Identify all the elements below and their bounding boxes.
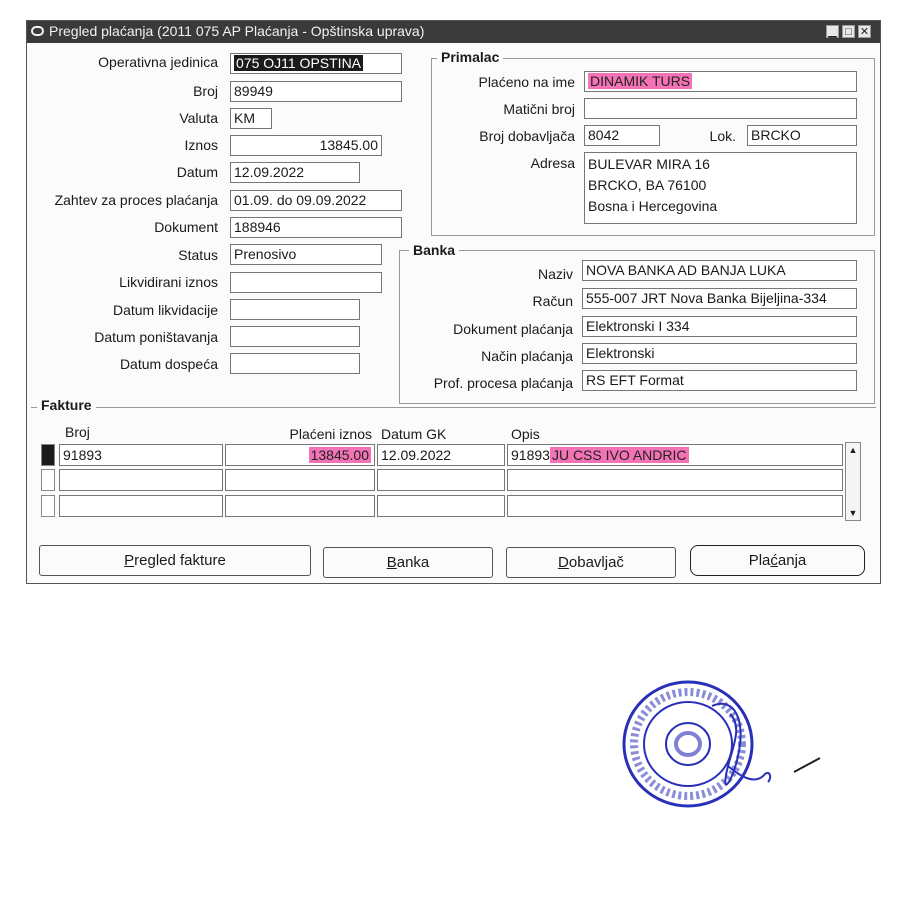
pregled-fakture-label: regled fakture bbox=[134, 552, 226, 569]
broj-field[interactable]: 89949 bbox=[230, 81, 402, 102]
row-indicator[interactable] bbox=[41, 495, 55, 517]
label-lok: Lok. bbox=[709, 128, 736, 144]
column-header-broj: Broj bbox=[65, 424, 90, 440]
label-broj-dobavljaca: Broj dobavljača bbox=[479, 128, 575, 144]
scroll-up-icon[interactable]: ▲ bbox=[848, 445, 858, 455]
empty-cell[interactable] bbox=[225, 469, 375, 491]
primalac-title: Primalac bbox=[437, 49, 503, 65]
label-dokument: Dokument bbox=[154, 219, 218, 235]
valuta-field[interactable]: KM bbox=[230, 108, 272, 129]
operativna-jedinica-field[interactable] bbox=[230, 53, 402, 74]
label-datum-likvidacije: Datum likvidacije bbox=[112, 302, 218, 318]
label-placeno-na-ime: Plaćeno na ime bbox=[478, 74, 575, 90]
banka-button[interactable] bbox=[323, 547, 493, 578]
maticni-broj-field[interactable] bbox=[584, 98, 857, 119]
operativna-jedinica-value: 075 OJ11 OPSTINA bbox=[236, 55, 362, 71]
racun-field[interactable]: 555-007 JRT Nova Banka Bijeljina-334 bbox=[582, 288, 857, 309]
datum-likvidacije-field[interactable] bbox=[230, 299, 360, 320]
label-operativna-jedinica: Operativna jedinica bbox=[98, 54, 218, 70]
datum-ponistavanja-field[interactable] bbox=[230, 326, 360, 347]
label-adresa: Adresa bbox=[530, 155, 575, 171]
empty-cell[interactable] bbox=[377, 495, 505, 517]
label-broj: Broj bbox=[193, 83, 218, 99]
adresa-line-2: BRCKO, BA 76100 bbox=[588, 177, 707, 193]
window-icon bbox=[31, 26, 44, 36]
official-stamp bbox=[620, 666, 782, 818]
label-naziv: Naziv bbox=[537, 266, 573, 282]
faktura-datum-gk-cell[interactable]: 12.09.2022 bbox=[377, 444, 505, 466]
lok-field[interactable]: BRCKO bbox=[747, 125, 857, 146]
faktura-placeni-iznos-cell[interactable] bbox=[225, 444, 375, 466]
faktura-broj-cell[interactable]: 91893 bbox=[59, 444, 223, 466]
opis-prefix: 91893 bbox=[511, 447, 550, 463]
label-valuta: Valuta bbox=[179, 110, 218, 126]
empty-cell[interactable] bbox=[59, 495, 223, 517]
empty-cell[interactable] bbox=[377, 469, 505, 491]
payment-review-window bbox=[26, 20, 881, 584]
placeni-iznos-value: 13845.00 bbox=[310, 447, 369, 463]
placeno-na-ime-field[interactable] bbox=[584, 71, 857, 92]
pregled-fakture-button[interactable] bbox=[39, 545, 311, 576]
naziv-field[interactable]: NOVA BANKA AD BANJA LUKA bbox=[582, 260, 857, 281]
datum-field[interactable]: 12.09.2022 bbox=[230, 162, 360, 183]
dokument-field[interactable]: 188946 bbox=[230, 217, 402, 238]
label-racun: Račun bbox=[532, 293, 573, 309]
label-datum-ponistavanja: Datum poništavanja bbox=[94, 329, 218, 345]
label-maticni-broj: Matični broj bbox=[503, 101, 575, 117]
window-title: Pregled plaćanja (2011 075 AP Plaćanja - Opštinska uprava) bbox=[49, 23, 425, 39]
placanja-label-pre: Pla bbox=[748, 552, 771, 569]
label-iznos: Iznos bbox=[184, 137, 218, 153]
row-indicator[interactable] bbox=[41, 469, 55, 491]
placanja-button[interactable] bbox=[690, 545, 865, 576]
faktura-opis-cell[interactable] bbox=[507, 444, 843, 466]
label-likvidirani-iznos: Likvidirani iznos bbox=[119, 274, 218, 290]
datum-dospeca-field[interactable] bbox=[230, 353, 360, 374]
opis-highlight: JU CSS IVO ANDRIC bbox=[551, 447, 687, 463]
zahtev-field[interactable]: 01.09. do 09.09.2022 bbox=[230, 190, 402, 211]
scroll-down-icon[interactable]: ▼ bbox=[848, 508, 858, 518]
status-field[interactable]: Prenosivo bbox=[230, 244, 382, 265]
dokument-placanja-field[interactable]: Elektronski I 334 bbox=[582, 316, 857, 337]
fakture-divider bbox=[31, 407, 876, 408]
label-nacin-placanja: Način plaćanja bbox=[481, 348, 573, 364]
pregled-fakture-mnemonic: P bbox=[124, 552, 135, 569]
iznos-field[interactable]: 13845.00 bbox=[230, 135, 382, 156]
column-header-datum-gk: Datum GK bbox=[381, 426, 447, 442]
label-datum-dospeca: Datum dospeća bbox=[119, 356, 218, 372]
likvidirani-iznos-field[interactable] bbox=[230, 272, 382, 293]
broj-dobavljaca-field[interactable]: 8042 bbox=[584, 125, 660, 146]
minimize-icon[interactable]: ▁ bbox=[826, 25, 839, 38]
prof-procesa-field[interactable]: RS EFT Format bbox=[582, 370, 857, 391]
maximize-icon[interactable]: □ bbox=[842, 25, 855, 38]
row-indicator-active[interactable] bbox=[41, 444, 55, 466]
label-prof-procesa: Prof. procesa plaćanja bbox=[433, 375, 573, 391]
placanja-label-rest: anja bbox=[777, 552, 807, 569]
empty-cell[interactable] bbox=[225, 495, 375, 517]
adresa-line-1: BULEVAR MIRA 16 bbox=[588, 156, 710, 172]
adresa-field[interactable] bbox=[584, 152, 857, 224]
label-status: Status bbox=[178, 247, 218, 263]
dobavljac-label: obavljač bbox=[568, 554, 624, 571]
label-dokument-placanja: Dokument plaćanja bbox=[453, 321, 573, 337]
column-header-placeni-iznos: Plaćeni iznos bbox=[289, 426, 372, 442]
adresa-line-3: Bosna i Hercegovina bbox=[588, 198, 718, 214]
label-zahtev: Zahtev za proces plaćanja bbox=[54, 192, 218, 208]
column-header-opis: Opis bbox=[511, 426, 540, 442]
placanja-mnemonic: ć bbox=[770, 552, 778, 569]
empty-cell[interactable] bbox=[59, 469, 223, 491]
placeno-na-ime-value: DINAMIK TURS bbox=[590, 73, 691, 89]
empty-cell[interactable] bbox=[507, 469, 843, 491]
label-datum: Datum bbox=[176, 164, 218, 180]
banka-mnemonic: B bbox=[386, 554, 397, 571]
signature bbox=[790, 752, 824, 776]
banka-title: Banka bbox=[409, 242, 459, 258]
close-icon[interactable]: ✕ bbox=[859, 26, 870, 38]
empty-cell[interactable] bbox=[507, 495, 843, 517]
fakture-scrollbar[interactable] bbox=[845, 442, 861, 521]
dobavljac-button[interactable] bbox=[506, 547, 676, 578]
nacin-placanja-field[interactable]: Elektronski bbox=[582, 343, 857, 364]
banka-label: anka bbox=[396, 554, 430, 571]
fakture-title: Fakture bbox=[37, 397, 96, 413]
dobavljac-mnemonic: D bbox=[558, 554, 569, 571]
title-bar[interactable] bbox=[27, 21, 880, 43]
